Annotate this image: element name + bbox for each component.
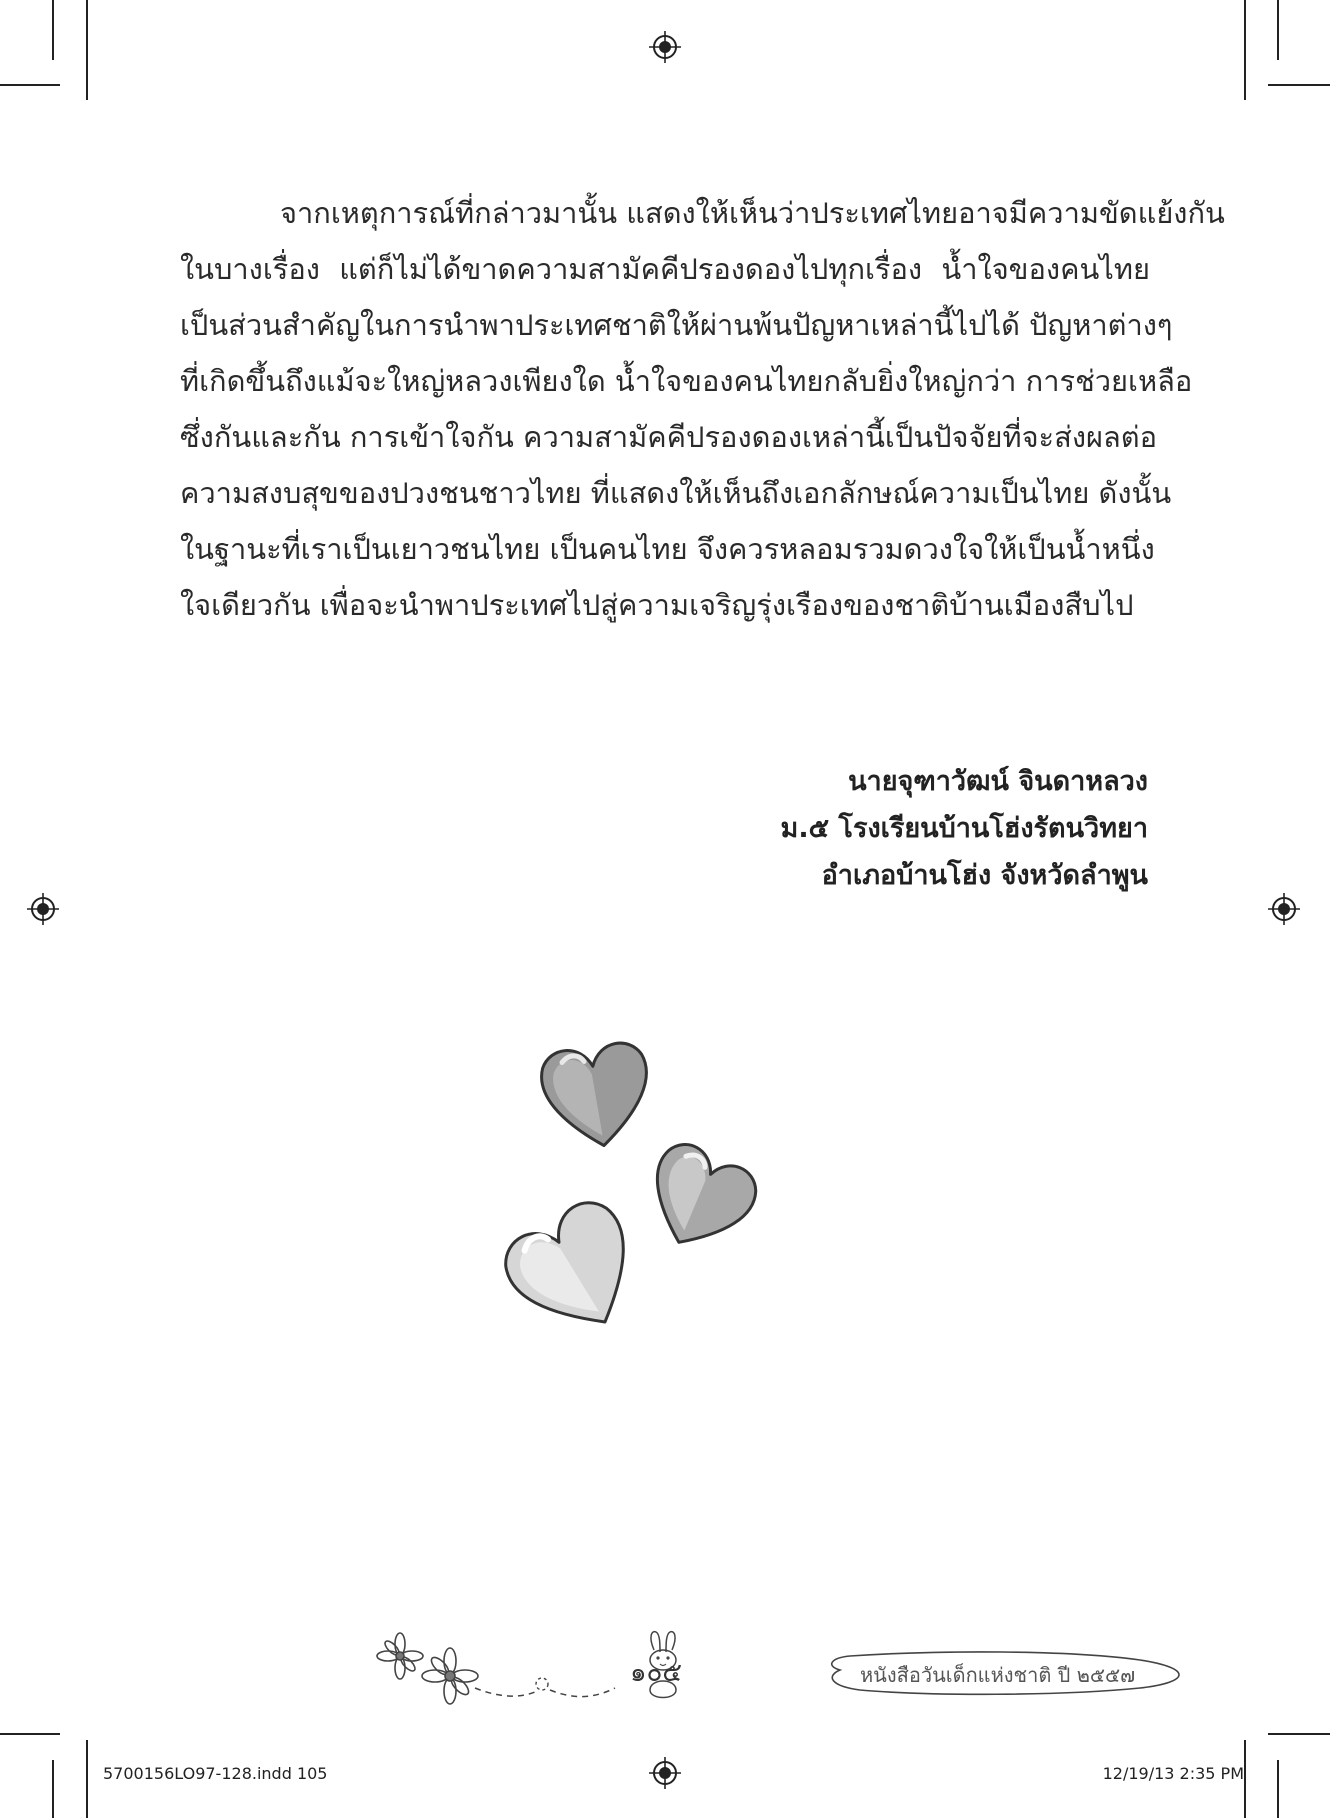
paragraph-line: ซึ่งกันและกัน การเข้าใจกัน ความสามัคคีปรองดองเหล่านี้เป็นปัจจัยที่จะส่งผลต่อ (180, 420, 1158, 454)
heart-icon (538, 1040, 656, 1153)
crop-mark (1277, 0, 1279, 60)
book-title-text: หนังสือวันเด็กแห่งชาติ ปี ๒๕๕๗ (860, 1663, 1136, 1687)
author-location: อำเภอบ้านโฮ่ง จังหวัดลำพูน (821, 860, 1148, 891)
crop-mark (52, 0, 54, 60)
paragraph-line: ในบางเรื่อง แต่ก็ไม่ได้ขาดความสามัคคีปรองดองไปทุกเรื่อง น้ำใจของคนไทย (180, 252, 1150, 286)
paragraph-line: จากเหตุการณ์ที่กล่าวมานั้น แสดงให้เห็นว่าประเทศไทยอาจมีความขัดแย้งกัน (280, 196, 1225, 230)
paragraph-line: เป็นส่วนสำคัญในการนำพาประเทศชาติให้ผ่านพ้นปัญหาเหล่านี้ไปได้ ปัญหาต่างๆ (180, 308, 1173, 342)
registration-mark-icon (1268, 893, 1300, 925)
paragraph-line: ที่เกิดขึ้นถึงแม้จะใหญ่หลวงเพียงใด น้ำใจของคนไทยกลับยิ่งใหญ่กว่า การช่วยเหลือ (180, 364, 1193, 398)
paragraph-line: ใจเดียวกัน เพื่อจะนำพาประเทศไปสู่ความเจริญรุ่งเรืองของชาติบ้านเมืองสืบไป (180, 588, 1134, 622)
flower-icon (377, 1633, 423, 1679)
signature-block (781, 758, 1148, 899)
paragraph-line: ความสงบสุขของปวงชนชาวไทย ที่แสดงให้เห็นถึงเอกลักษณ์ความเป็นไทย ดังนั้น (180, 476, 1172, 510)
footer-book-title (820, 1650, 1192, 1696)
slug-filename: 5700156LO97-128.indd 105 (103, 1764, 328, 1783)
page-number: ๑๐๕ (630, 1658, 683, 1688)
registration-mark-icon (649, 31, 681, 63)
crop-mark (1277, 1760, 1279, 1818)
heart-icon (633, 1136, 764, 1264)
crop-mark (1244, 0, 1246, 100)
registration-mark-icon (649, 1757, 681, 1789)
slug-timestamp: 12/19/13 2:35 PM (1102, 1764, 1244, 1783)
paragraph-line: ในฐานะที่เราเป็นเยาวชนไทย เป็นคนไทย จึงควรหลอมรวมดวงใจให้เป็นน้ำหนึ่ง (180, 532, 1155, 566)
flower-decoration (370, 1628, 640, 1718)
author-school: ม.๕ โรงเรียนบ้านโฮ่งรัตนวิทยา (780, 813, 1148, 844)
crop-mark (0, 84, 60, 86)
hearts-illustration (495, 1030, 785, 1350)
crop-mark (1244, 1740, 1246, 1818)
crop-mark (86, 1740, 88, 1818)
body-paragraph (180, 185, 1225, 633)
flower-icon (422, 1648, 478, 1704)
author-name: นายจุฑาวัฒน์ จินดาหลวง (848, 766, 1148, 797)
heart-icon (495, 1192, 658, 1350)
registration-mark-icon (27, 893, 59, 925)
crop-mark (1268, 84, 1330, 86)
crop-mark (1268, 1733, 1330, 1735)
crop-mark (86, 0, 88, 100)
crop-mark (52, 1760, 54, 1818)
crop-mark (0, 1733, 60, 1735)
